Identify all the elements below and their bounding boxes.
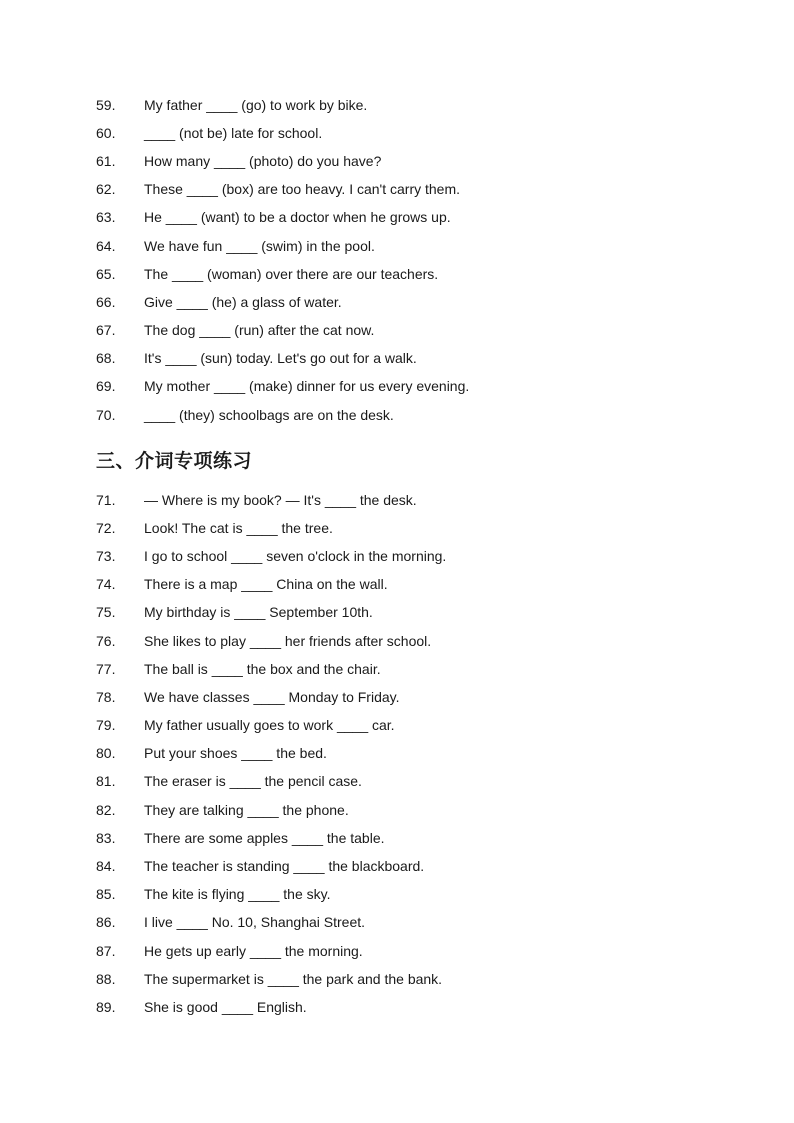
question-item xyxy=(96,965,736,993)
question-text: It's ____ (sun) today. Let's go out for a walk. xyxy=(144,350,417,367)
question-number: 85. xyxy=(96,886,116,903)
question-number: 83. xyxy=(96,829,116,846)
section-one-list xyxy=(96,91,736,429)
question-text: Put your shoes ____ the bed. xyxy=(144,745,327,762)
question-text: My mother ____ (make) dinner for us every evening. xyxy=(144,378,470,395)
question-text: The ____ (woman) over there are our teachers. xyxy=(144,265,439,282)
question-number: 70. xyxy=(96,406,116,423)
question-number: 74. xyxy=(96,576,116,593)
section-heading: 三、介词专项练习 xyxy=(96,450,253,472)
question-number: 86. xyxy=(96,914,116,931)
question-text: There is a map ____ China on the wall. xyxy=(144,576,388,593)
question-number: 68. xyxy=(96,350,116,367)
question-item xyxy=(96,852,736,880)
question-item xyxy=(96,711,736,739)
question-item xyxy=(96,260,736,288)
question-text: Give ____ (he) a glass of water. xyxy=(144,293,342,310)
question-item xyxy=(96,147,736,175)
question-item xyxy=(96,91,736,119)
question-number: 76. xyxy=(96,632,116,649)
section-two-list xyxy=(96,486,736,1022)
question-item xyxy=(96,514,736,542)
question-number: 82. xyxy=(96,801,116,818)
question-item xyxy=(96,937,736,965)
question-number: 72. xyxy=(96,519,116,536)
question-text: The kite is flying ____ the sky. xyxy=(144,886,331,903)
question-number: 88. xyxy=(96,970,116,987)
question-number: 61. xyxy=(96,152,116,169)
question-text: She likes to play ____ her friends after school. xyxy=(144,632,432,649)
question-number: 66. xyxy=(96,293,116,310)
question-text: They are talking ____ the phone. xyxy=(144,801,349,818)
question-number: 89. xyxy=(96,998,116,1015)
question-text: He gets up early ____ the morning. xyxy=(144,942,363,959)
question-number: 71. xyxy=(96,491,116,508)
question-text: ____ (not be) late for school. xyxy=(144,124,323,141)
question-number: 87. xyxy=(96,942,116,959)
question-item xyxy=(96,598,736,626)
question-text: ____ (they) schoolbags are on the desk. xyxy=(144,406,394,423)
question-item xyxy=(96,796,736,824)
question-item xyxy=(96,739,736,767)
question-text: My father ____ (go) to work by bike. xyxy=(144,96,368,113)
question-text: The teacher is standing ____ the blackboard. xyxy=(144,858,425,875)
question-item xyxy=(96,767,736,795)
question-text: Look! The cat is ____ the tree. xyxy=(144,519,333,536)
question-text: He ____ (want) to be a doctor when he grows up. xyxy=(144,209,451,226)
question-item xyxy=(96,175,736,203)
question-number: 78. xyxy=(96,688,116,705)
question-number: 64. xyxy=(96,237,116,254)
question-number: 73. xyxy=(96,547,116,564)
question-text: My father usually goes to work ____ car. xyxy=(144,717,395,734)
question-text: She is good ____ English. xyxy=(144,998,307,1015)
question-item xyxy=(96,542,736,570)
question-number: 75. xyxy=(96,604,116,621)
question-item xyxy=(96,880,736,908)
question-item xyxy=(96,824,736,852)
question-item xyxy=(96,401,736,429)
question-number: 60. xyxy=(96,124,116,141)
question-item xyxy=(96,683,736,711)
question-text: How many ____ (photo) do you have? xyxy=(144,152,382,169)
question-number: 69. xyxy=(96,378,116,395)
question-item xyxy=(96,372,736,400)
question-number: 80. xyxy=(96,745,116,762)
question-number: 67. xyxy=(96,322,116,339)
question-item xyxy=(96,908,736,936)
question-item xyxy=(96,486,736,514)
question-number: 77. xyxy=(96,660,116,677)
question-number: 63. xyxy=(96,209,116,226)
question-text: — Where is my book? — It's ____ the desk. xyxy=(144,491,417,508)
question-item xyxy=(96,231,736,259)
question-text: We have classes ____ Monday to Friday. xyxy=(144,688,400,705)
question-number: 84. xyxy=(96,858,116,875)
question-number: 79. xyxy=(96,717,116,734)
question-item xyxy=(96,570,736,598)
question-number: 65. xyxy=(96,265,116,282)
question-item xyxy=(96,993,736,1021)
question-text: The supermarket is ____ the park and the bank. xyxy=(144,970,443,987)
question-text: We have fun ____ (swim) in the pool. xyxy=(144,237,375,254)
question-item xyxy=(96,119,736,147)
question-text: These ____ (box) are too heavy. I can't carry them. xyxy=(144,181,461,198)
question-text: The dog ____ (run) after the cat now. xyxy=(144,322,375,339)
question-text: There are some apples ____ the table. xyxy=(144,829,385,846)
question-item xyxy=(96,288,736,316)
question-text: My birthday is ____ September 10th. xyxy=(144,604,373,621)
question-text: I live ____ No. 10, Shanghai Street. xyxy=(144,914,366,931)
question-item xyxy=(96,655,736,683)
question-number: 62. xyxy=(96,181,116,198)
question-text: I go to school ____ seven o'clock in the morning. xyxy=(144,547,447,564)
question-number: 59. xyxy=(96,96,116,113)
question-item xyxy=(96,344,736,372)
question-number: 81. xyxy=(96,773,116,790)
question-text: The eraser is ____ the pencil case. xyxy=(144,773,362,790)
question-item xyxy=(96,626,736,654)
question-item xyxy=(96,203,736,231)
question-item xyxy=(96,316,736,344)
question-text: The ball is ____ the box and the chair. xyxy=(144,660,381,677)
